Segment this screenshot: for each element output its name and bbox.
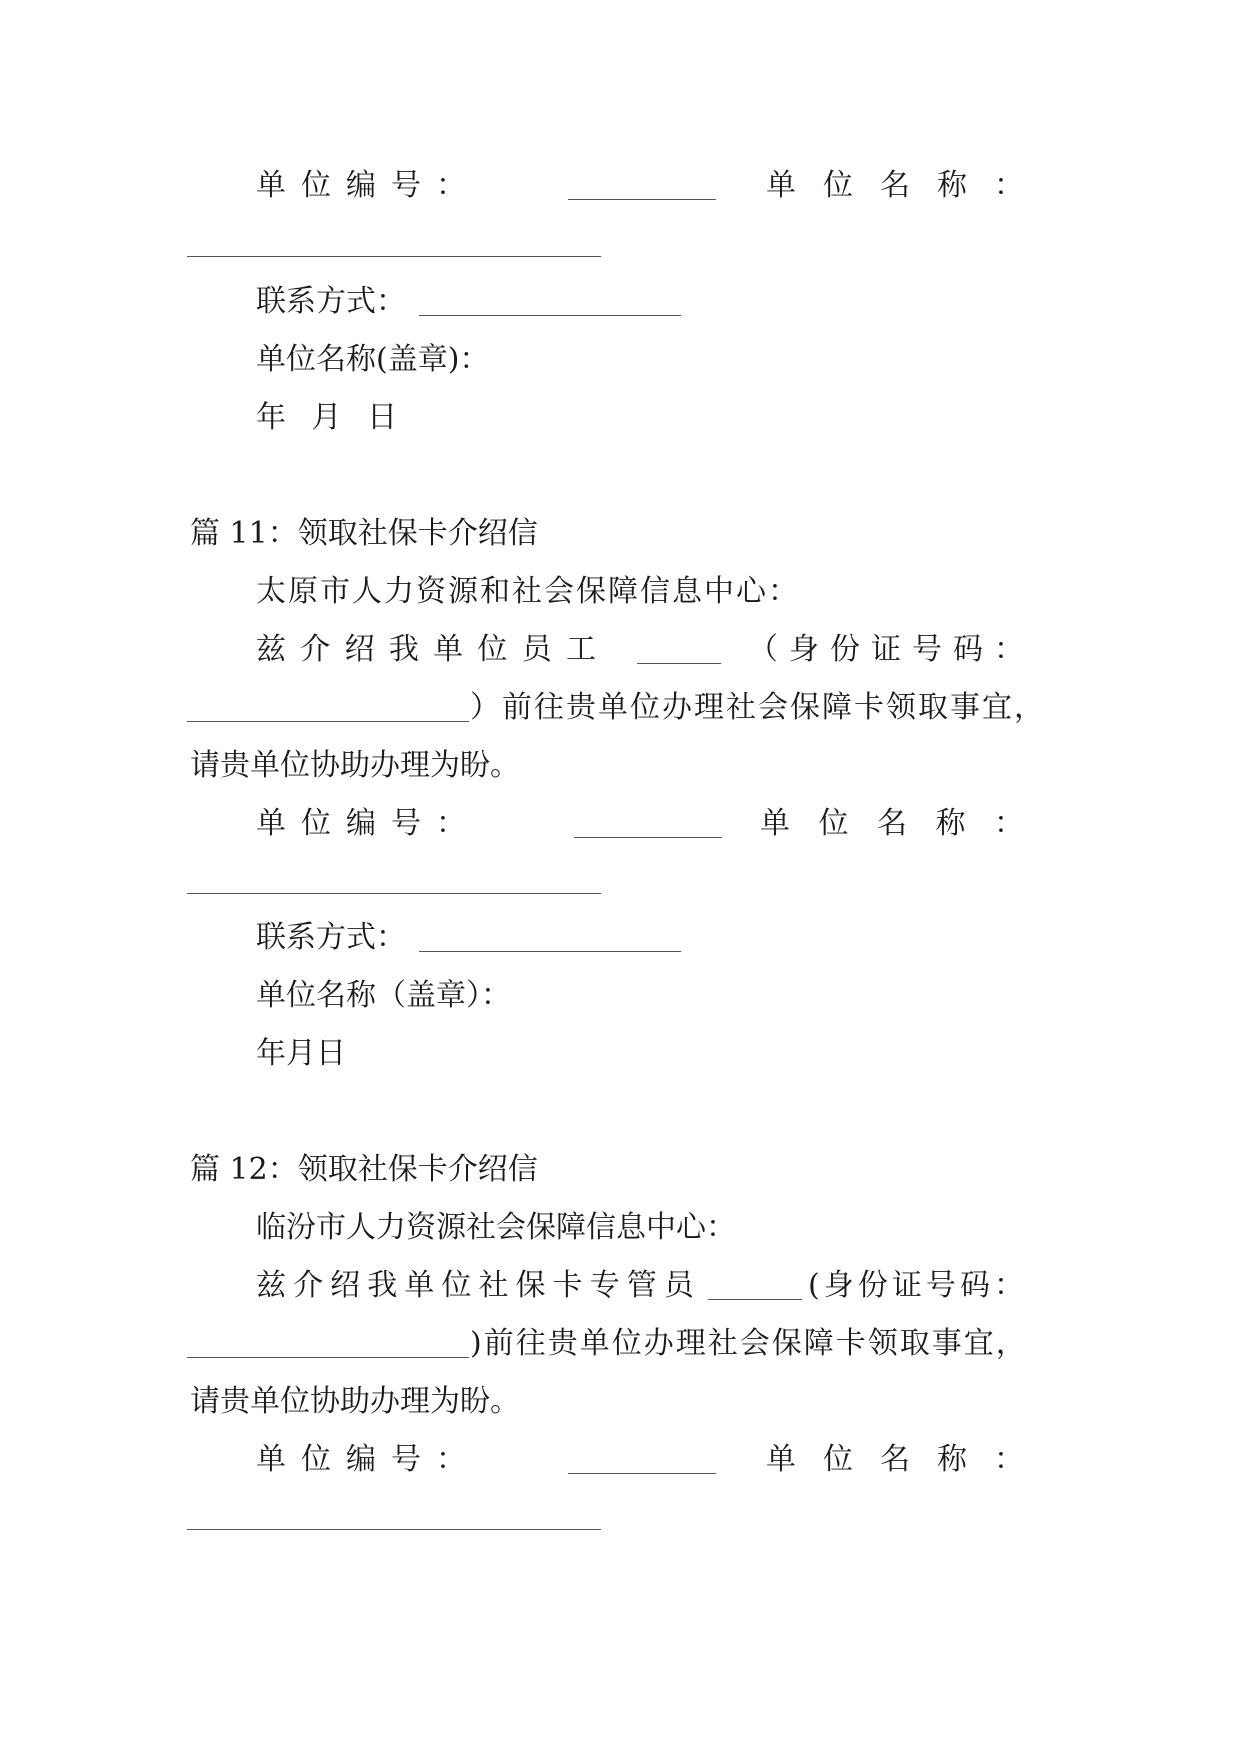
intro-char: 单 [433,632,464,667]
intro-char: 社 [478,1268,509,1303]
contact-blank[interactable] [419,951,681,952]
date-label: 年 月 日 [256,400,406,435]
id-char: ： [994,632,1024,667]
intro-char: 工 [565,632,596,667]
section-11-heading: 篇 11：领取社保卡介绍信 [190,516,538,551]
unit-name-char: 称 [937,1442,967,1477]
contact-label: 联系方式： [256,920,406,955]
intro-char: 介 [293,1268,324,1303]
intro-char: 员 [663,1268,694,1303]
section-11-addressee: 太原市人力资源和社会保障信息中心： [256,574,800,609]
unit-number-blank[interactable] [574,837,722,838]
unit-number-blank[interactable] [568,1473,716,1474]
unit-number-char: 位 [301,806,331,841]
id-char: ： [994,1268,1024,1303]
intro-char: 员 [521,632,552,667]
id-char: 证 [891,1268,922,1303]
unit-name-char: 名 [880,1442,910,1477]
unit-number-char: 位 [301,1442,331,1477]
card-manager-name-blank[interactable] [708,1299,802,1300]
unit-number-char: 位 [301,168,331,203]
unit-name-char: 单 [760,806,790,841]
intro-char: 管 [626,1268,657,1303]
id-char: 身 [789,632,819,667]
contact-blank[interactable] [419,315,681,316]
unit-name-char: 位 [818,806,849,841]
intro-char: 保 [515,1268,546,1303]
id-char: 证 [871,632,901,667]
section-12-body-line2: )前往贵单位办理社会保障卡领取事宜， [470,1326,1028,1361]
section-12-addressee: 临汾市人力资源社会保障信息中心： [256,1210,736,1245]
section-12-intro [256,1266,694,1306]
date-label: 年月日 [256,1036,346,1071]
unit-name-char: 单 [766,168,796,203]
unit-name-row [760,804,1024,844]
intro-char: 绍 [344,632,375,667]
unit-number-char: ： [436,1442,466,1477]
section-11-id-open [748,630,1024,670]
section-11-intro [256,630,596,670]
intro-char: 单 [404,1268,435,1303]
unit-name-row [766,166,1024,206]
unit-number-char: ： [436,168,466,203]
unit-number-row [256,166,466,206]
intro-char: 绍 [330,1268,361,1303]
unit-number-char: 号 [391,1442,421,1477]
id-char: 号 [925,1268,956,1303]
intro-char: 卡 [552,1268,583,1303]
id-char: 号 [912,632,942,667]
intro-char: 专 [589,1268,620,1303]
unit-number-char: 单 [256,168,286,203]
unit-name-char: 名 [877,806,907,841]
intro-char: 位 [477,632,508,667]
unit-number-char: 编 [346,806,376,841]
unit-name-char: ： [994,806,1024,841]
unit-name-row [766,1440,1024,1480]
unit-number-char: 单 [256,806,286,841]
id-char: 码 [959,1268,990,1303]
section-12-heading: 篇 12：领取社保卡介绍信 [190,1152,538,1187]
intro-char: 兹 [256,1268,286,1303]
unit-name-char: 单 [766,1442,796,1477]
section-11-body-line2: ）前往贵单位办理社会保障卡领取事宜， [470,690,1046,725]
unit-name-char: 名 [880,168,910,203]
seal-label: 单位名称(盖章)： [256,342,490,377]
unit-number-row [256,1440,466,1480]
id-char: 身 [823,1268,854,1303]
section-11-body-line3: 请贵单位协助办理为盼。 [190,748,520,783]
intro-char: 我 [367,1268,398,1303]
unit-number-char: 编 [346,1442,376,1477]
id-char: 码 [953,632,983,667]
unit-name-char: ： [994,1442,1024,1477]
unit-number-char: 号 [391,168,421,203]
id-char: 份 [830,632,860,667]
unit-name-blank[interactable] [187,1529,601,1530]
id-char: ( [808,1268,820,1303]
intro-char: 我 [388,632,419,667]
unit-name-char: 位 [823,168,853,203]
intro-char: 位 [441,1268,472,1303]
unit-name-char: 位 [823,1442,853,1477]
unit-number-char: 单 [256,1442,286,1477]
id-number-blank[interactable] [187,1357,469,1358]
contact-label: 联系方式： [256,284,406,319]
unit-number-char: ： [436,806,466,841]
unit-name-blank[interactable] [187,893,601,894]
section-12-body-line3: 请贵单位协助办理为盼。 [190,1384,520,1419]
intro-char: 介 [300,632,331,667]
id-char: 份 [857,1268,888,1303]
unit-name-char: 称 [935,806,966,841]
seal-label: 单位名称（盖章）： [256,978,511,1013]
unit-name-blank[interactable] [187,256,601,257]
section-12-id-open [808,1266,1024,1306]
unit-name-char: 称 [937,168,967,203]
employee-name-blank[interactable] [637,663,721,664]
unit-number-char: 编 [346,168,376,203]
intro-char: 兹 [256,632,286,667]
unit-number-row [256,804,466,844]
unit-number-blank[interactable] [568,199,716,200]
unit-name-char: ： [994,168,1024,203]
id-char: （ [748,632,778,667]
id-number-blank[interactable] [187,721,469,722]
unit-number-char: 号 [391,806,421,841]
